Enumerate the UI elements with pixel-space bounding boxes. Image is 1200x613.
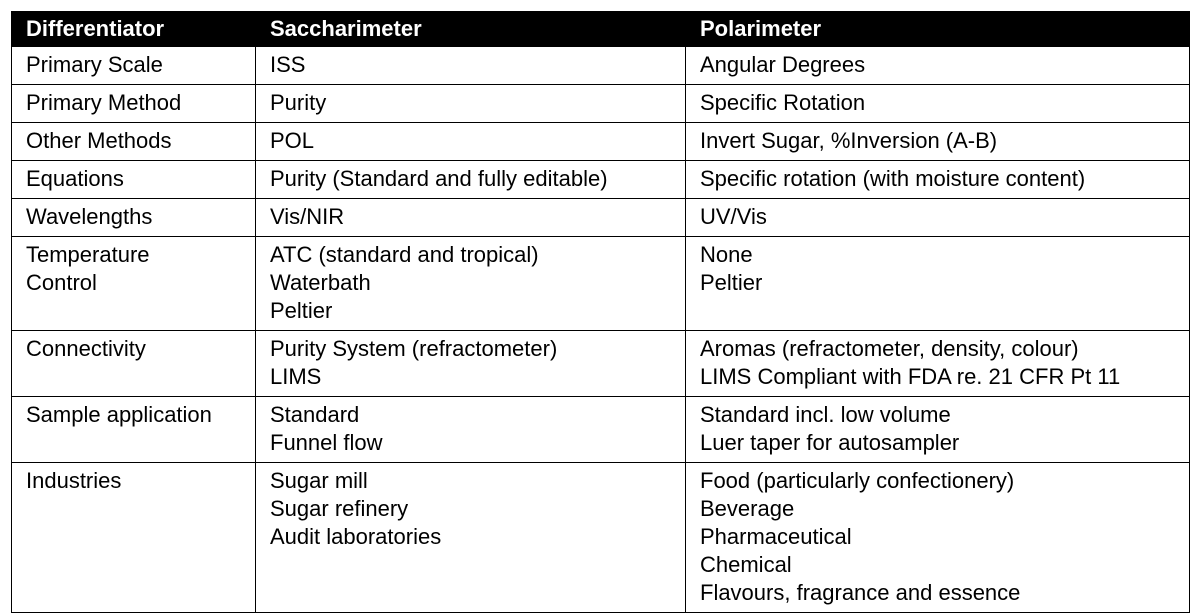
cell-saccharimeter xyxy=(256,161,686,199)
differentiator-text: Connectivity xyxy=(26,336,146,361)
cell-polarimeter xyxy=(686,47,1190,85)
differentiator-text: Temperature xyxy=(26,242,150,267)
polarimeter-text: Luer taper for autosampler xyxy=(700,430,960,455)
cell-saccharimeter xyxy=(256,397,686,463)
saccharimeter-text: Purity xyxy=(270,90,327,115)
polarimeter-text: Chemical xyxy=(700,552,792,577)
polarimeter-text: None xyxy=(700,242,753,267)
saccharimeter-text: ATC (standard and tropical) xyxy=(270,242,539,267)
comparison-table-container xyxy=(11,11,1189,613)
polarimeter-text: LIMS Compliant with FDA re. 21 CFR Pt 11 xyxy=(700,364,1121,389)
cell-differentiator xyxy=(12,331,256,397)
cell-differentiator xyxy=(12,397,256,463)
polarimeter-text: Food (particularly confectionery) xyxy=(700,468,1015,493)
cell-polarimeter xyxy=(686,237,1190,331)
saccharimeter-text: Peltier xyxy=(270,298,333,323)
saccharimeter-text: POL xyxy=(270,128,315,153)
header-polarimeter: Polarimeter xyxy=(686,12,1190,47)
table-row xyxy=(12,397,1190,463)
saccharimeter-text: LIMS xyxy=(270,364,322,389)
saccharimeter-text: Sugar refinery xyxy=(270,496,409,521)
cell-differentiator xyxy=(12,85,256,123)
saccharimeter-text: Purity System (refractometer) xyxy=(270,336,558,361)
polarimeter-text: Specific Rotation xyxy=(700,90,866,115)
table-header-row xyxy=(12,12,1190,47)
cell-polarimeter xyxy=(686,199,1190,237)
differentiator-text: Wavelengths xyxy=(26,204,153,229)
polarimeter-text: Invert Sugar, %Inversion (A-B) xyxy=(700,128,998,153)
differentiator-text: Equations xyxy=(26,166,124,191)
table-row xyxy=(12,463,1190,613)
table-row xyxy=(12,237,1190,331)
cell-polarimeter xyxy=(686,463,1190,613)
polarimeter-text: UV/Vis xyxy=(700,204,767,229)
saccharimeter-text: Sugar mill xyxy=(270,468,368,493)
cell-saccharimeter xyxy=(256,331,686,397)
saccharimeter-text: Standard xyxy=(270,402,360,427)
differentiator-text: Industries xyxy=(26,468,122,493)
saccharimeter-text: ISS xyxy=(270,52,306,77)
cell-differentiator xyxy=(12,463,256,613)
header-saccharimeter: Saccharimeter xyxy=(256,12,686,47)
cell-differentiator xyxy=(12,161,256,199)
polarimeter-text: Peltier xyxy=(700,270,763,295)
saccharimeter-text: Funnel flow xyxy=(270,430,383,455)
differentiator-text: Sample application xyxy=(26,402,212,427)
cell-saccharimeter xyxy=(256,47,686,85)
polarimeter-text: Beverage xyxy=(700,496,795,521)
table-row xyxy=(12,123,1190,161)
polarimeter-text: Pharmaceutical xyxy=(700,524,852,549)
cell-saccharimeter xyxy=(256,85,686,123)
differentiator-text: Control xyxy=(26,270,97,295)
table-row xyxy=(12,331,1190,397)
cell-polarimeter xyxy=(686,161,1190,199)
differentiator-text: Other Methods xyxy=(26,128,172,153)
table-row xyxy=(12,199,1190,237)
cell-polarimeter xyxy=(686,397,1190,463)
cell-polarimeter xyxy=(686,85,1190,123)
differentiator-text: Primary Method xyxy=(26,90,182,115)
table-row xyxy=(12,85,1190,123)
polarimeter-text: Standard incl. low volume xyxy=(700,402,951,427)
comparison-table xyxy=(11,11,1190,613)
cell-polarimeter xyxy=(686,123,1190,161)
cell-differentiator xyxy=(12,199,256,237)
polarimeter-text: Flavours, fragrance and essence xyxy=(700,580,1021,605)
polarimeter-text: Angular Degrees xyxy=(700,52,866,77)
cell-polarimeter xyxy=(686,331,1190,397)
saccharimeter-text: Waterbath xyxy=(270,270,371,295)
cell-differentiator xyxy=(12,237,256,331)
cell-saccharimeter xyxy=(256,463,686,613)
table-body xyxy=(12,47,1190,613)
table-row xyxy=(12,47,1190,85)
saccharimeter-text: Purity (Standard and fully editable) xyxy=(270,166,608,191)
polarimeter-text: Specific rotation (with moisture content) xyxy=(700,166,1086,191)
cell-saccharimeter xyxy=(256,237,686,331)
differentiator-text: Primary Scale xyxy=(26,52,163,77)
saccharimeter-text: Vis/NIR xyxy=(270,204,345,229)
cell-saccharimeter xyxy=(256,123,686,161)
cell-differentiator xyxy=(12,47,256,85)
header-differentiator: Differentiator xyxy=(12,12,256,47)
cell-differentiator xyxy=(12,123,256,161)
polarimeter-text: Aromas (refractometer, density, colour) xyxy=(700,336,1079,361)
cell-saccharimeter xyxy=(256,199,686,237)
saccharimeter-text: Audit laboratories xyxy=(270,524,442,549)
table-row xyxy=(12,161,1190,199)
